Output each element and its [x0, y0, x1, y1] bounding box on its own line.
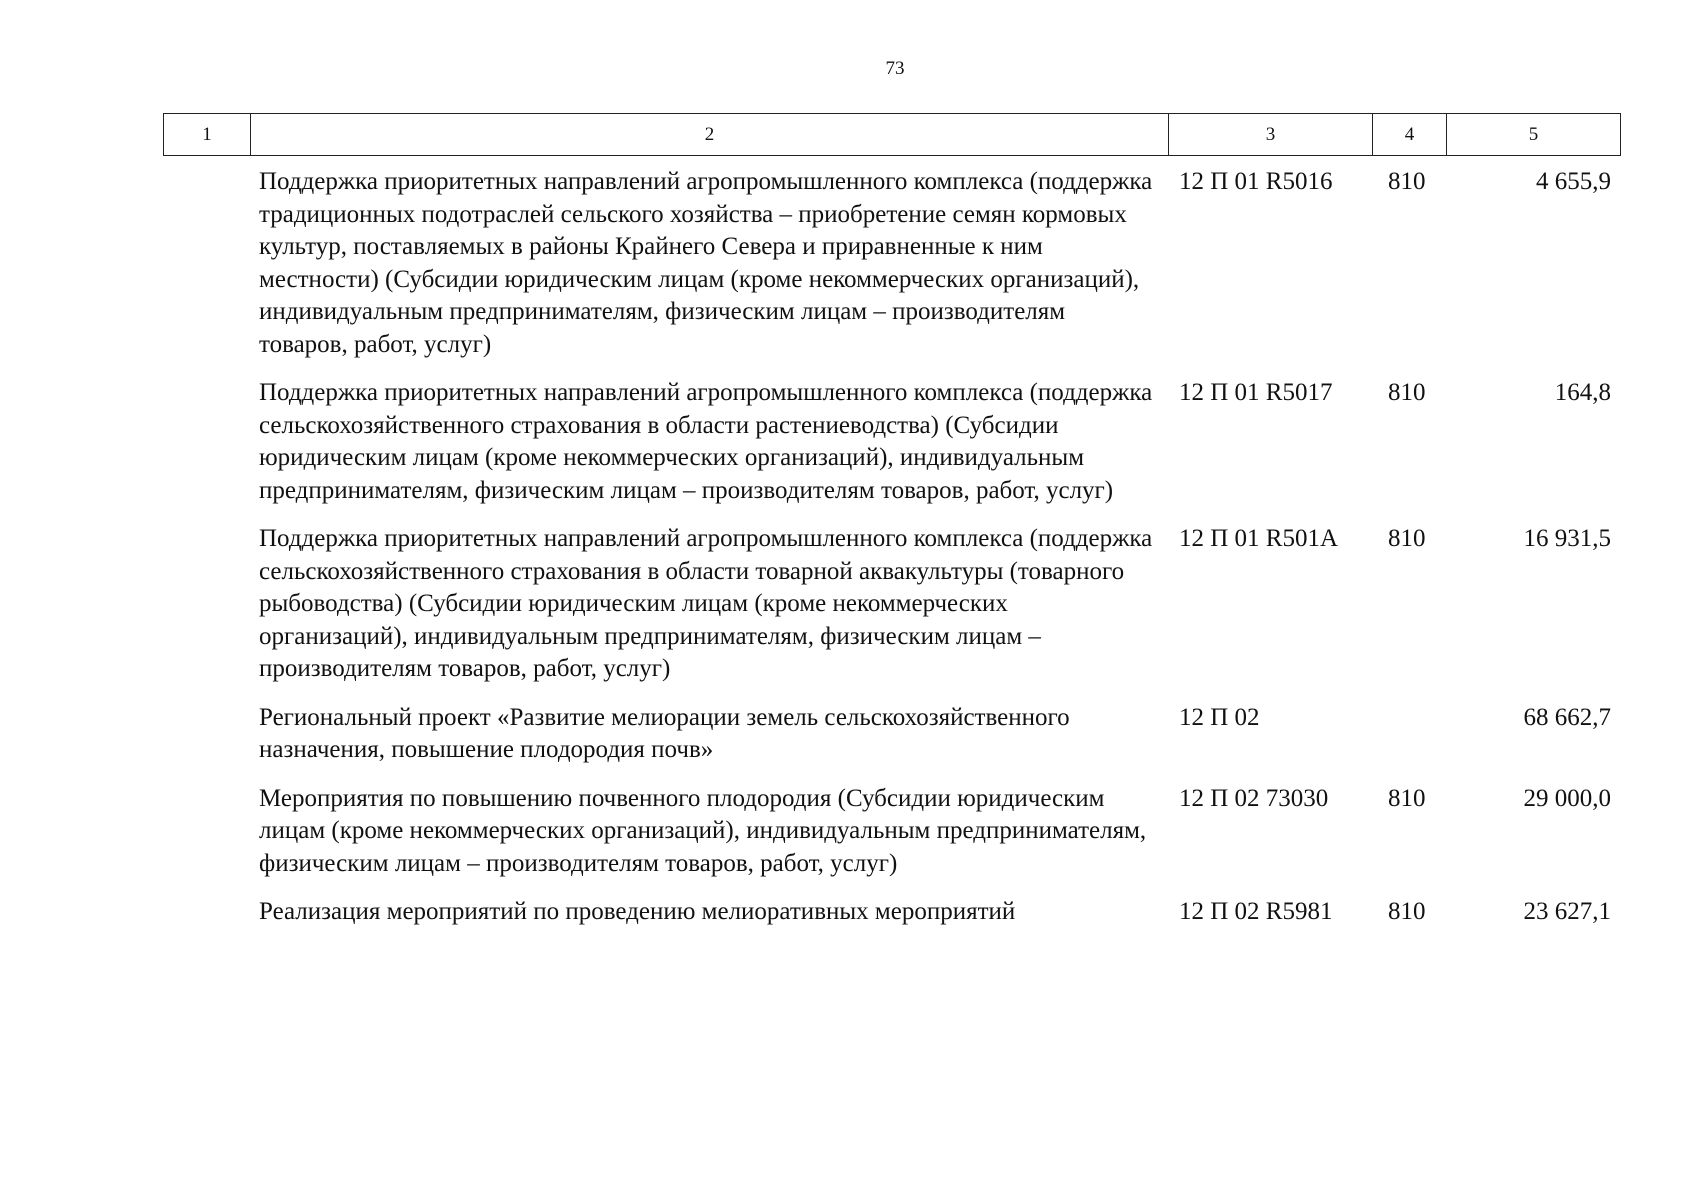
row-description: Региональный проект «Развитие мелиорации земель сельскохозяйственного назначения, повышение плодородия почв» — [259, 703, 1070, 763]
budget-table — [163, 166, 1621, 945]
row-description: Мероприятия по повышению почвенного плодородия (Субсидии юридическим лицам (кроме некоммерческих организаций), индивидуальным предпринимателям, физическим лицам – производителям товаров, работ, услуг) — [259, 784, 1147, 877]
column-header-table — [163, 113, 1621, 156]
table-row — [163, 896, 1621, 945]
row-code: 12 П 01 R5016 — [1179, 168, 1333, 195]
row-type: 810 — [1388, 784, 1426, 812]
row-amount: 29 000,0 — [1523, 784, 1611, 812]
row-description: Поддержка приоритетных направлений агропромышленного комплекса (поддержка сельскохозяйственного страхования в области растениеводства) (Субсидии юридическим лицам (кроме некоммерческих организаций), индивидуальным предпринимателям, физическим лицам – производителям товаров, работ, услуг) — [259, 379, 1153, 504]
row-type — [1373, 702, 1447, 783]
row-description: Поддержка приоритетных направлений агропромышленного комплекса (поддержка традиционных подотраслей сельского хозяйства – приобретение семян кормовых культур, поставляемых в районы Крайнего Севера и приравненные к ним местности) (Субсидии юридическим лицам (кроме некоммерческих организаций), индивидуальным предпринимателям, физическим лицам – производителям товаров, работ, услуг) — [259, 168, 1153, 358]
column-header-5: 5 — [1447, 114, 1621, 156]
row-amount: 23 627,1 — [1523, 898, 1611, 925]
row-type: 810 — [1388, 168, 1426, 195]
row-type: 810 — [1388, 379, 1426, 406]
row-type: 810 — [1388, 525, 1426, 552]
page-number: 73 — [885, 58, 905, 79]
column-header-row — [164, 114, 1621, 156]
row-amount: 68 662,7 — [1523, 703, 1611, 731]
row-type: 810 — [1388, 898, 1426, 925]
row-description: Поддержка приоритетных направлений агропромышленного комплекса (поддержка сельскохозяйственного страхования в области товарной аквакультуры (товарного рыбоводства) (Субсидии юридическим лицам (кроме некоммерческих организаций), индивидуальным предпринимателям, физическим лицам – производителям товаров, работ, услуг) — [259, 525, 1153, 682]
table-row — [163, 166, 1621, 377]
row-code: 12 П 01 R5017 — [1179, 379, 1333, 406]
row-code: 12 П 01 R501А — [1179, 525, 1339, 552]
row-code: 12 П 02 73030 — [1179, 784, 1329, 812]
table-row — [163, 702, 1621, 783]
column-header-4: 4 — [1373, 114, 1447, 156]
row-amount: 164,8 — [1554, 379, 1611, 406]
row-code: 12 П 02 R5981 — [1179, 898, 1333, 925]
table-row — [163, 783, 1621, 897]
column-header-1: 1 — [164, 114, 251, 156]
column-header-3: 3 — [1169, 114, 1373, 156]
row-amount: 16 931,5 — [1523, 525, 1611, 552]
column-header-2: 2 — [251, 114, 1169, 156]
row-amount: 4 655,9 — [1536, 168, 1611, 195]
row-code: 12 П 02 — [1179, 703, 1260, 731]
table-row — [163, 377, 1621, 523]
table-row — [163, 523, 1621, 702]
row-description: Реализация мероприятий по проведению мелиоративных мероприятий — [259, 898, 1016, 925]
